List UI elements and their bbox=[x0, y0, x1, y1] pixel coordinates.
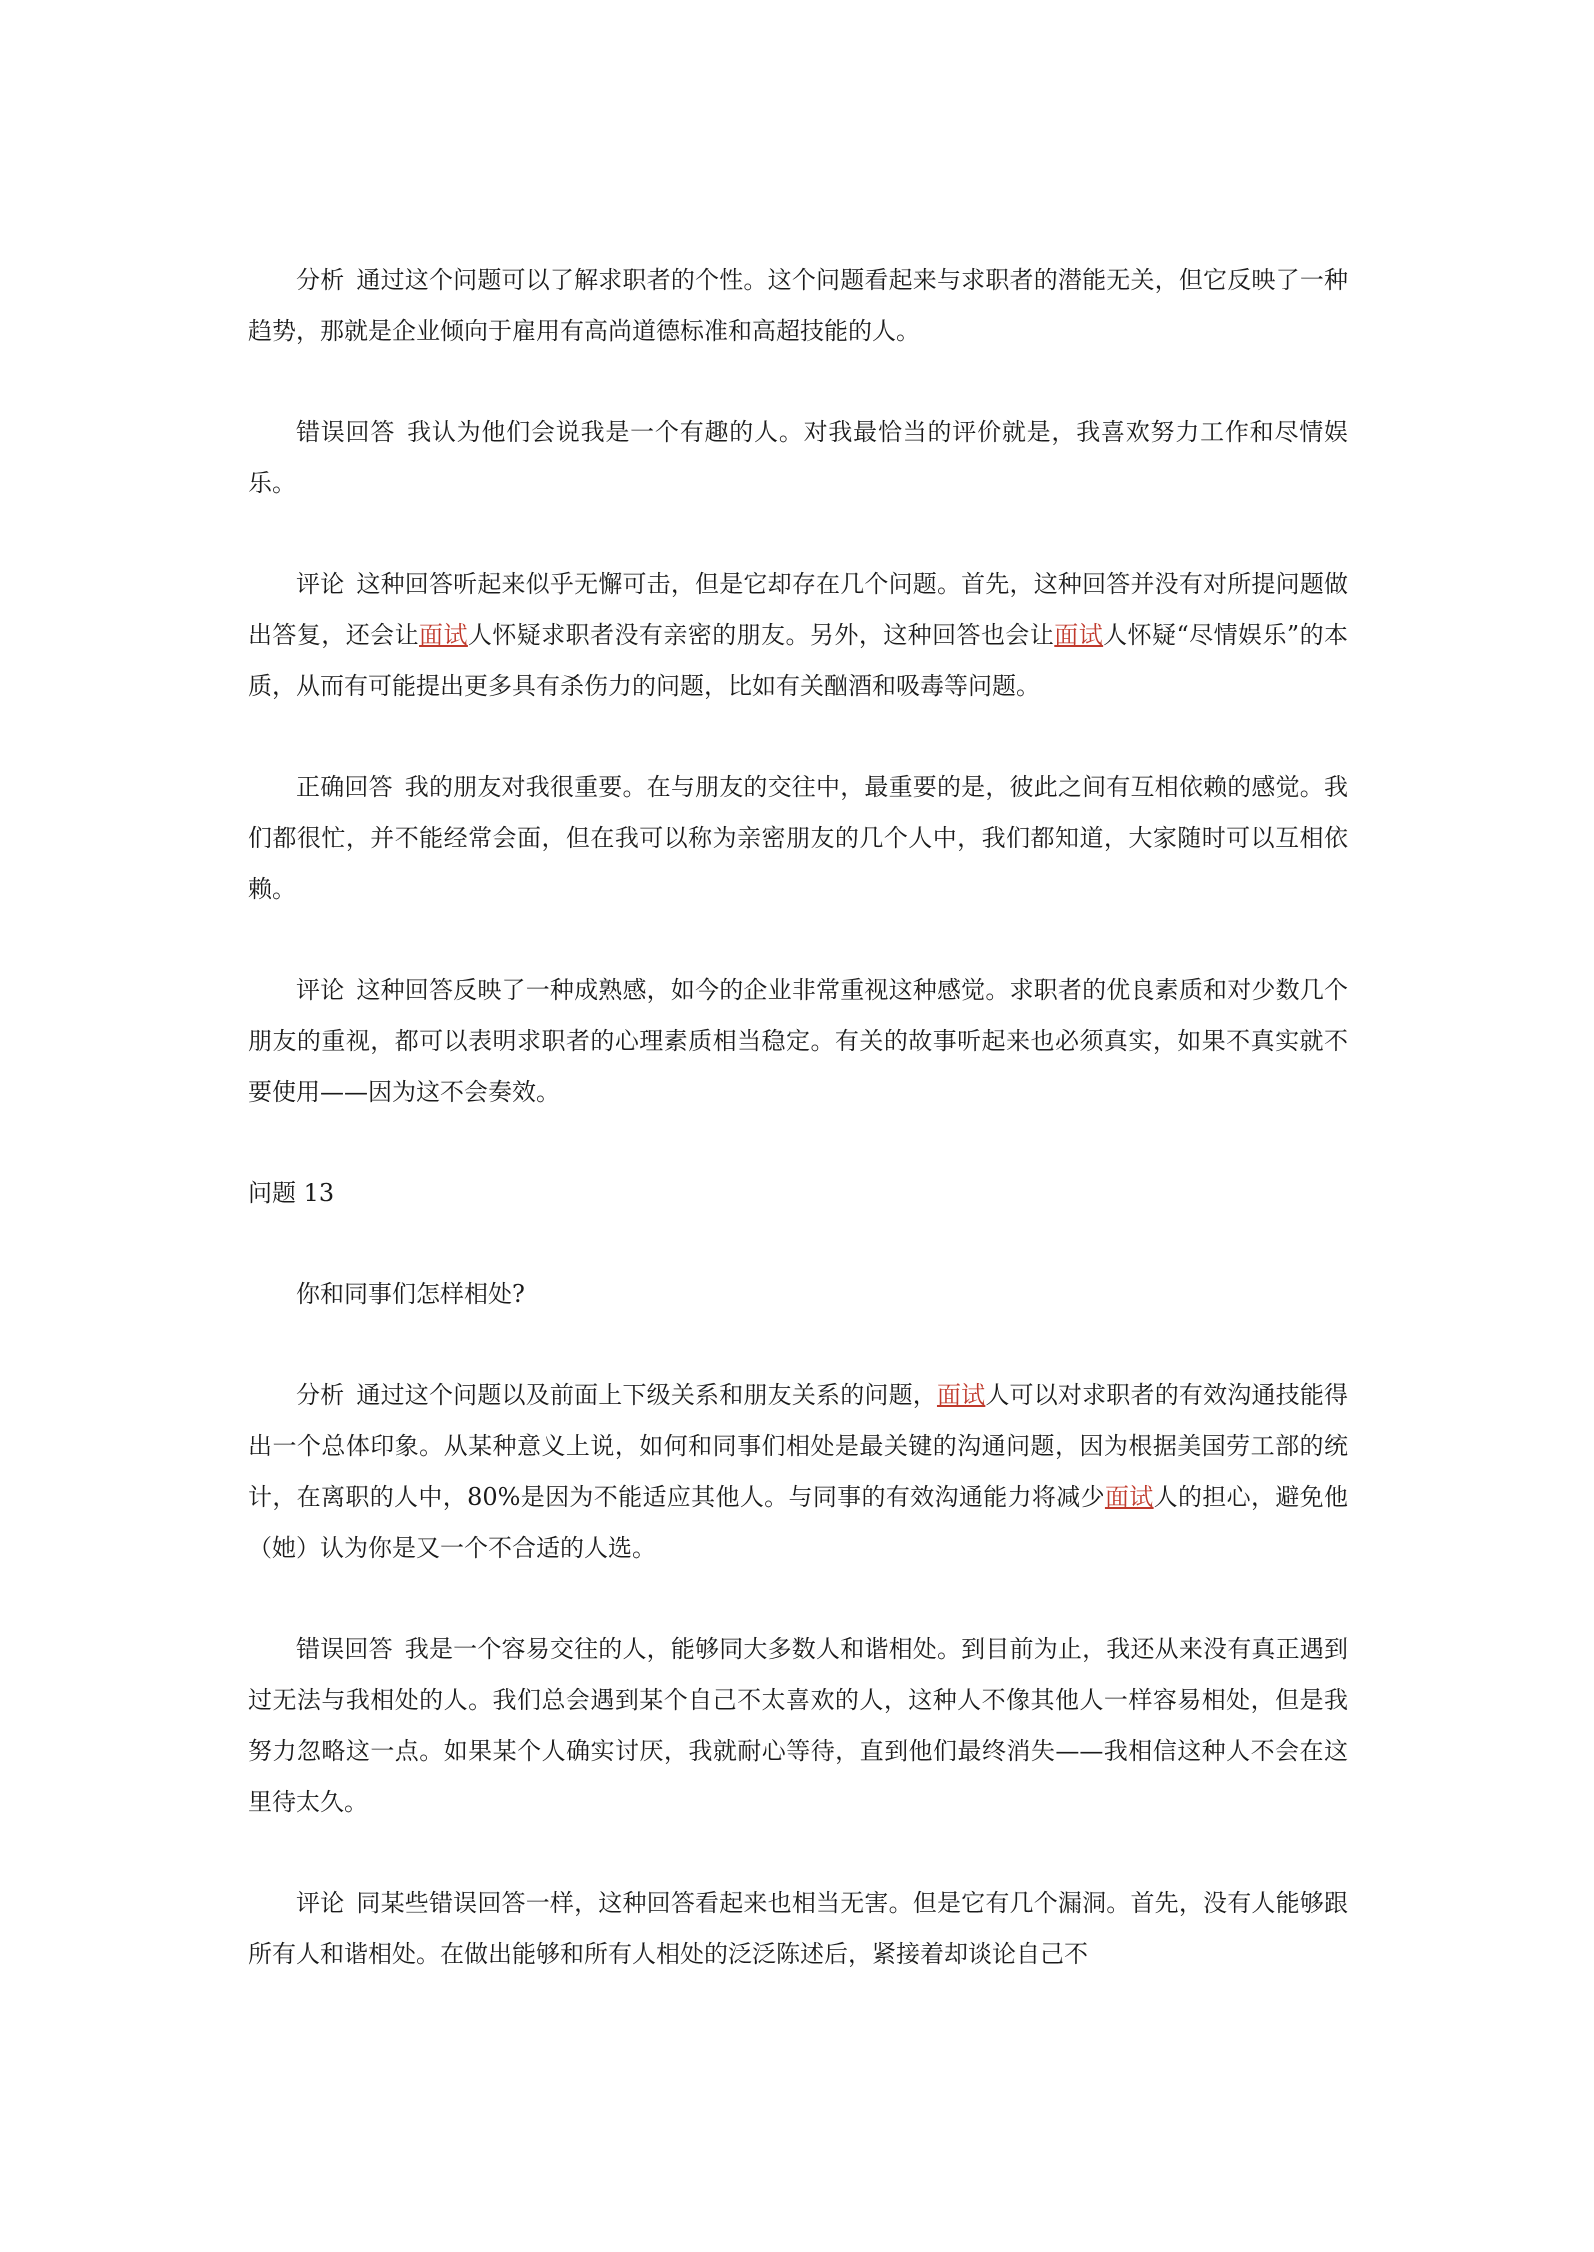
paragraph-lead: 评论 bbox=[296, 570, 345, 598]
paragraph-text: 人的担心，避免他（她）认为你是又一个不合适的人选。 bbox=[248, 1483, 1349, 1562]
paragraph-text: 这种回答听起来似乎无懈可击，但是它却存在几个问题。首先，这种回答并没有对所提问题做出答复，还会让 bbox=[248, 570, 1349, 649]
paragraph-analysis-2 bbox=[248, 1370, 1348, 1574]
question-heading: 问题 13 bbox=[248, 1179, 335, 1207]
document-page bbox=[248, 255, 1348, 2030]
paragraph-wrong-answer-1 bbox=[248, 407, 1348, 509]
paragraph-text: 人可以对求职者的有效沟通技能得出一个总体印象。从某种意义上说，如何和同事们相处是最关键的沟通问题，因为根据美国劳工部的统计，在离职的人中，80%是因为不能适应其他人。与同事的有效沟通能力将减少 bbox=[248, 1381, 1349, 1511]
paragraph-lead: 正确回答 bbox=[296, 773, 393, 801]
paragraph-lead: 分析 bbox=[296, 266, 345, 294]
paragraph-text: 我认为他们会说我是一个有趣的人。对我最恰当的评价就是，我喜欢努力工作和尽情娱乐。 bbox=[248, 418, 1349, 497]
paragraph-lead: 错误回答 bbox=[296, 1635, 393, 1663]
paragraph-comment-3 bbox=[248, 1878, 1348, 1980]
interview-link[interactable]: 面试 bbox=[419, 621, 468, 649]
paragraph-analysis-1 bbox=[248, 255, 1348, 357]
paragraph-text: 人怀疑求职者没有亲密的朋友。另外，这种回答也会让 bbox=[467, 621, 1055, 649]
paragraph-text: 通过这个问题可以了解求职者的个性。这个问题看起来与求职者的潜能无关，但它反映了一种趋势，那就是企业倾向于雇用有高尚道德标准和高超技能的人。 bbox=[248, 266, 1349, 345]
interview-link[interactable]: 面试 bbox=[936, 1381, 986, 1409]
paragraph-lead: 错误回答 bbox=[296, 418, 396, 446]
paragraph-wrong-answer-2 bbox=[248, 1624, 1348, 1828]
paragraph-text: 我的朋友对我很重要。在与朋友的交往中，最重要的是，彼此之间有互相依赖的感觉。我们都很忙，并不能经常会面，但在我可以称为亲密朋友的几个人中，我们都知道，大家随时可以互相依赖。 bbox=[248, 773, 1349, 903]
paragraph-lead: 评论 bbox=[296, 976, 345, 1004]
paragraph-text: 这种回答反映了一种成熟感，如今的企业非常重视这种感觉。求职者的优良素质和对少数几个朋友的重视，都可以表明求职者的心理素质相当稳定。有关的故事听起来也必须真实，如果不真实就不要使用——因为这不会奏效。 bbox=[248, 976, 1349, 1106]
interview-link[interactable]: 面试 bbox=[1054, 621, 1104, 649]
paragraph-text: 我是一个容易交往的人，能够同大多数人和谐相处。到目前为止，我还从来没有真正遇到过无法与我相处的人。我们总会遇到某个自己不太喜欢的人，这种人不像其他人一样容易相处，但是我努力忽略这一点。如果某个人确实讨厌，我就耐心等待，直到他们最终消失——我相信这种人不会在这里待太久。 bbox=[248, 1635, 1349, 1816]
paragraph-comment-1 bbox=[248, 559, 1348, 712]
paragraph-lead: 分析 bbox=[296, 1381, 345, 1409]
interview-link[interactable]: 面试 bbox=[1104, 1483, 1154, 1511]
question-text: 你和同事们怎样相处? bbox=[296, 1280, 525, 1308]
paragraph-text: 人怀疑“尽情娱乐”的本质，从而有可能提出更多具有杀伤力的问题，比如有关酗酒和吸毒等问题。 bbox=[248, 621, 1349, 700]
paragraph-text: 同某些错误回答一样，这种回答看起来也相当无害。但是它有几个漏洞。首先，没有人能够跟所有人和谐相处。在做出能够和所有人相处的泛泛陈述后，紧接着却谈论自己不 bbox=[248, 1889, 1349, 1968]
paragraph-lead: 评论 bbox=[296, 1889, 345, 1917]
paragraph-comment-2 bbox=[248, 965, 1348, 1118]
paragraph-text: 通过这个问题以及前面上下级关系和朋友关系的问题， bbox=[356, 1381, 937, 1409]
paragraph-right-answer-1 bbox=[248, 762, 1348, 915]
